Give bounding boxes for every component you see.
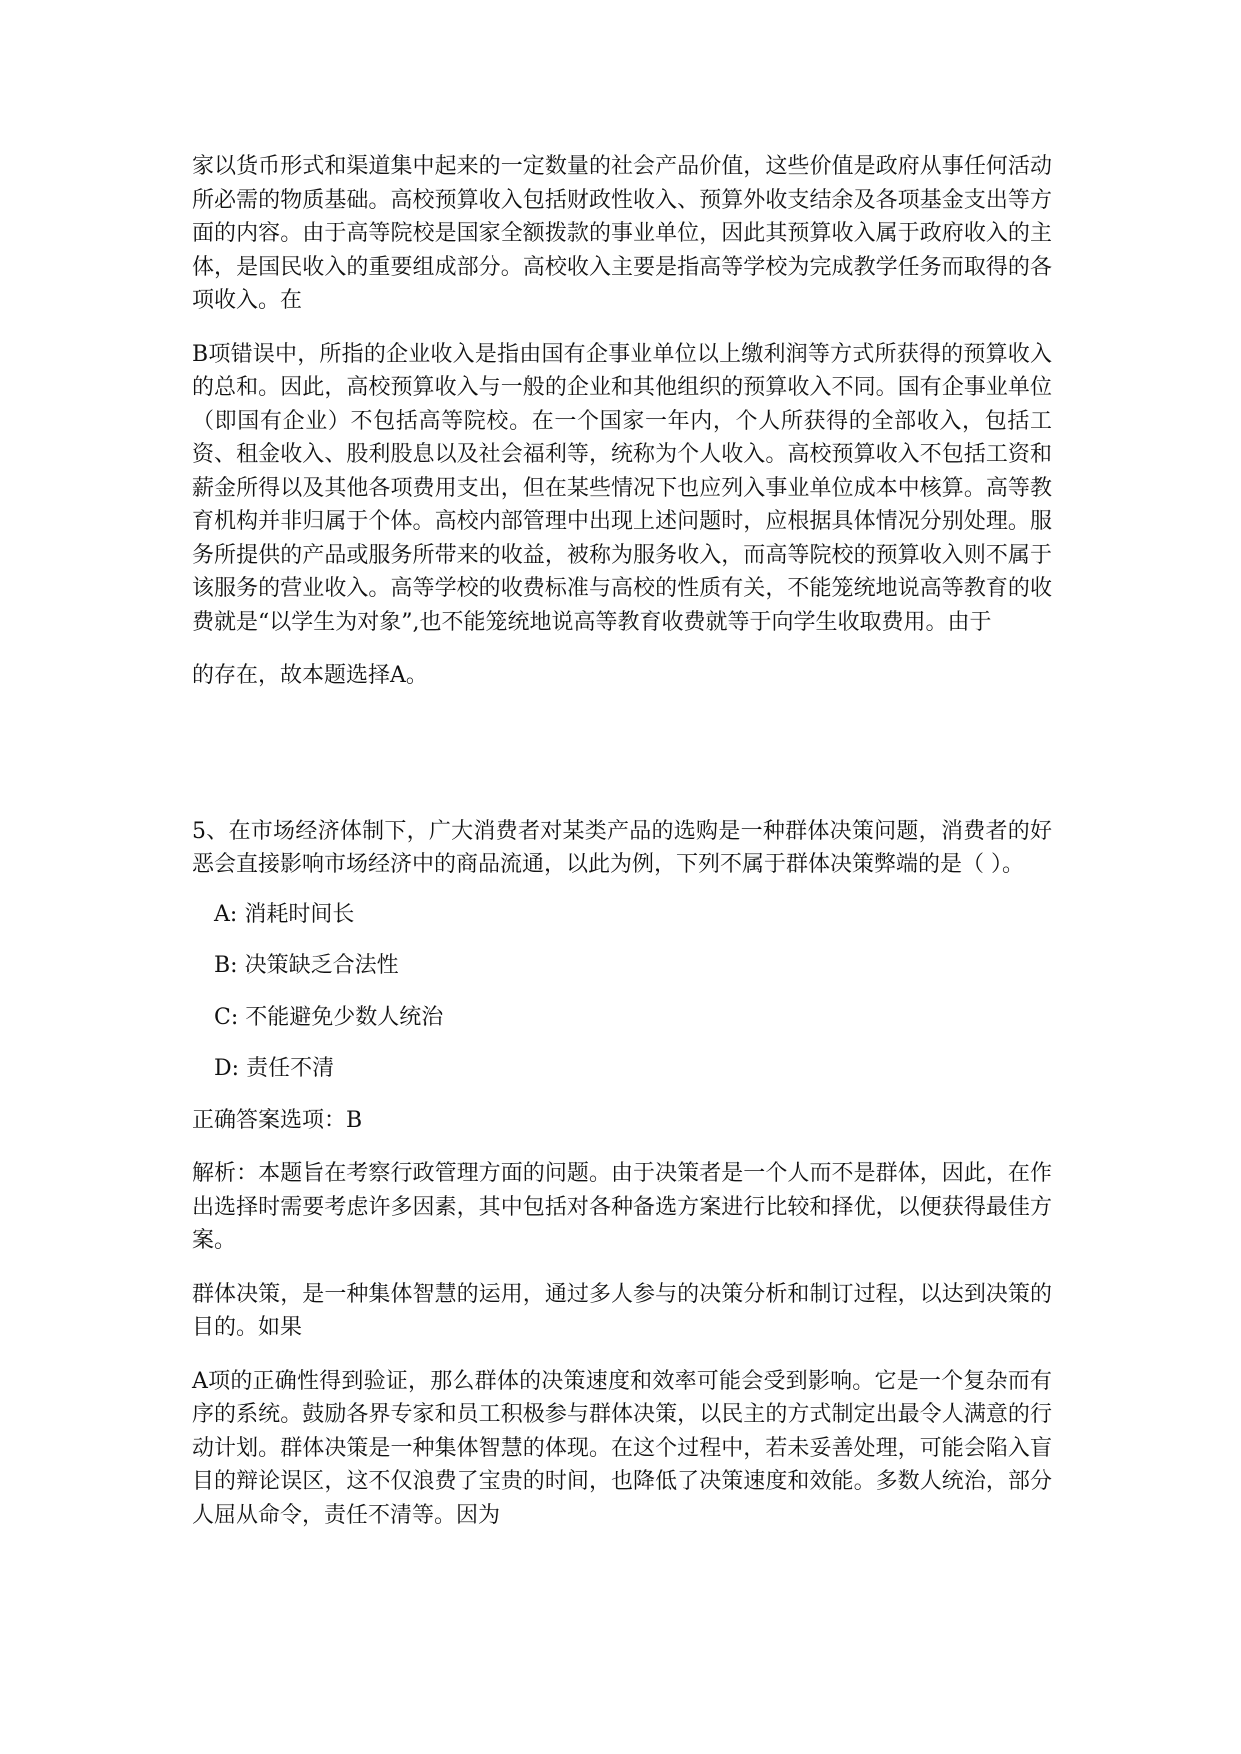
analysis-paragraph: 解析：本题旨在考察行政管理方面的问题。由于决策者是一个人而不是群体，因此，在作出选择时需要考虑许多因素，其中包括对各种备选方案进行比较和择优，以便获得最佳方案。 <box>192 1161 1052 1253</box>
option-text: 不能避免少数人统治 <box>245 1004 444 1030</box>
question-block <box>192 815 1052 1533</box>
option-label: A: <box>214 901 238 927</box>
explanation-paragraph: 的存在，故本题选择A。 <box>192 663 428 688</box>
option-c <box>192 1001 1052 1035</box>
document-page <box>192 150 1052 1532</box>
question-stem: 5、在市场经济体制下，广大消费者对某类产品的选购是一种群体决策问题，消费者的好恶会直接影响市场经济中的商品流通，以此为例，下列不属于群体决策弊端的是（ ）。 <box>192 818 1052 877</box>
option-label: D: <box>214 1056 240 1081</box>
option-text: 决策缺乏合法性 <box>244 953 399 978</box>
option-label: C: <box>214 1004 239 1030</box>
analysis-paragraph: 群体决策，是一种集体智慧的运用，通过多人参与的决策分析和制订过程，以达到决策的目的。如果 <box>192 1281 1052 1340</box>
option-a <box>192 898 1052 932</box>
option-text: 责任不清 <box>246 1056 335 1081</box>
analysis-paragraph: A项的正确性得到验证，那么群体的决策速度和效率可能会受到影响。它是一个复杂而有序的系统。鼓励各界专家和员工积极参与群体决策，以民主的方式制定出最令人满意的行动计划。群体决策是一种集体智慧的体现。在这个过程中，若未妥善处理，可能会陷入盲目的辩论误区，这不仅浪费了宝贵的时间，也降低了决策速度和效能。多数人统治，部分人屈从命令，责任不清等。因为 <box>192 1368 1052 1528</box>
option-d <box>192 1052 1052 1086</box>
explanation-paragraph: B项错误中，所指的企业收入是指由国有企事业单位以上缴利润等方式所获得的预算收入的总和。因此，高校预算收入与一般的企业和其他组织的预算收入不同。国有企事业单位（即国有企业）不包括高等院校。在一个国家一年内，个人所获得的全部收入，包括工资、租金收入、股利股息以及社会福利等，统称为个人收入。高校预算收入不包括工资和薪金所得以及其他各项费用支出，但在某些情况下也应列入事业单位成本中核算。高等教育机构并非归属于个体。高校内部管理中出现上述问题时，应根据具体情况分别处理。服务所提供的产品或服务所带来的收益，被称为服务收入，而高等院校的预算收入则不属于该服务的营业收入。高等学校的收费标准与高校的性质有关，不能笼统地说高等教育的收费就是“以学生为对象”,也不能笼统地说高等教育收费就等于向学生收取费用。由于 <box>192 341 1052 635</box>
option-label: B: <box>214 953 238 978</box>
correct-answer: 正确答案选项：B <box>192 1107 363 1133</box>
explanation-paragraph: 家以货币形式和渠道集中起来的一定数量的社会产品价值，这些价值是政府从事任何活动所必需的物质基础。高校预算收入包括财政性收入、预算外收支结余及各项基金支出等方面的内容。由于高等院校是国家全额拨款的事业单位，因此其预算收入属于政府收入的主体，是国民收入的重要组成部分。高校收入主要是指高等学校为完成教学任务而取得的各项收入。在 <box>192 154 1052 313</box>
option-b <box>192 949 1052 983</box>
option-text: 消耗时间长 <box>244 901 355 927</box>
previous-explanation <box>192 150 1052 693</box>
